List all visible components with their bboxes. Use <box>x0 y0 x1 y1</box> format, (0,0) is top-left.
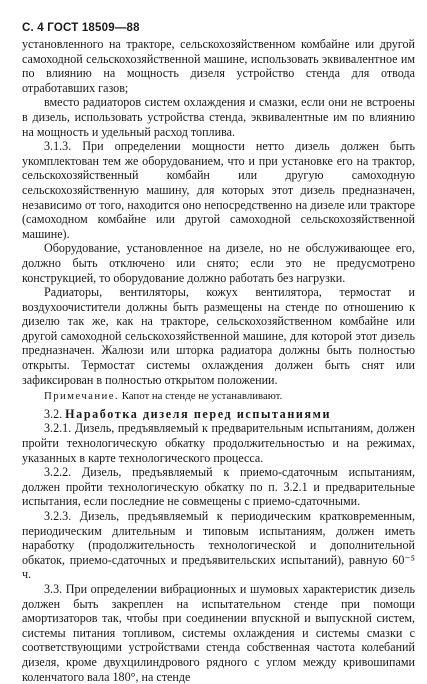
note-text: Капот на стенде не устанавливают. <box>121 390 283 403</box>
paragraph: 3.2.1. Дизель, предъявляемый к предварительным испытаниям, должен пройти технологическую обкатку продолжительностью и на режимах, указанных в карте технологического процесса. <box>22 421 415 465</box>
paragraph: 3.3. При определении вибрационных и шумовых характеристик дизель должен быть закреплен на испытательном стенде при помощи амортизаторов так, чтобы при соединении впускной и выпускной систем, системы питания топливом, системы охлаждения и системы смазки с соответствующими устройствами стенда собственная частота колебаний дизеля, кроме двухцилиндрового рядного с углом между кривошипами коленчатого вала 180°, на стенде <box>22 581 415 684</box>
paragraph: 3.1.3. При определении мощности нетто дизель должен быть укомплектован тем же оборудованием, что и при установке его на трактор, сельскохозяйственный комбайн или другую самоходную сельскохозяйственную машину, для которых этот дизель предназначен, независимо от того, находится оно непосредственно на дизеле или тракторе (самоходном комбайне или другой самоходной сельскохозяйственной машине). <box>22 139 415 241</box>
page-header: С. 4 ГОСТ 18509—88 <box>22 22 140 34</box>
paragraph: вместо радиаторов систем охлаждения и смазки, если они не встроены в дизель, использовать устройства стенда, эквивалентные им по влиянию на мощность и удельный расход топлива. <box>22 95 415 139</box>
paragraph: 3.2.2. Дизель, предъявляемый к приемо-сдаточным испытаниям, должен пройти технологическую обкатку по п. 3.2.1 и предварительные испытания, если последние не совмещены с приемо-сдаточными. <box>22 465 415 509</box>
note <box>22 389 415 404</box>
section-heading <box>22 407 415 422</box>
note-label: Примечание. <box>44 390 119 403</box>
section-title: Наработка дизеля перед испытаниями <box>65 406 332 421</box>
paragraph: Оборудование, установленное на дизеле, но не обслуживающее его, должно быть отключено или снято; если это не предусмотрено конструкцией, то оборудование должно работать без нагрузки. <box>22 241 415 285</box>
section-number: 3.2. <box>44 406 63 421</box>
document-body <box>22 37 415 684</box>
paragraph: Радиаторы, вентиляторы, кожух вентилятора, термостат и воздухоочистители должны быть размещены на стенде по отношению к дизелю так же, как на тракторе, сельскохозяйственном комбайне или другой самоходной сельскохозяйственной машине, для которой этот дизель предназначен. Жалюзи или шторка радиатора должны быть полностью открыты. Термостат системы охлаждения должен быть снят или зафиксирован в полностью открытом положении. <box>22 285 415 387</box>
paragraph: 3.2.3. Дизель, предъявляемый к периодическим кратковременным, периодическим длительным и типовым испытаниям, должен иметь наработку (продолжительность технологической и дополнительной обкаток, приемо-сдаточных и предъявительских испытаний), равную 60⁻⁵ ч. <box>22 509 415 582</box>
paragraph: установленного на тракторе, сельскохозяйственном комбайне или другой самоходной сельскохозяйственной машине, использовать эквивалентное им по влиянию на мощность дизеля устройство стенда для отвода отработавших газов; <box>22 37 415 95</box>
